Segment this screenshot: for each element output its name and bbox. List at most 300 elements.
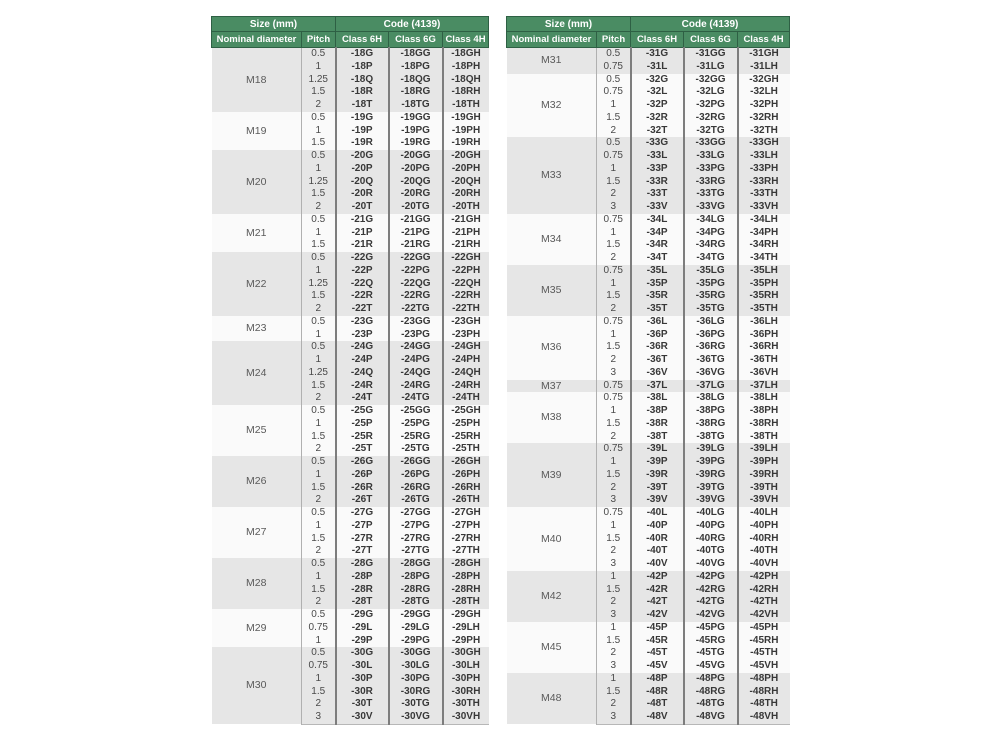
code-6g-cell: -29PG — [389, 635, 443, 648]
code-6g-cell: -24QG — [389, 367, 443, 380]
pitch-cell: 0.5 — [302, 48, 336, 61]
pitch-cell: 0.75 — [597, 214, 631, 227]
code-6h-cell: -33P — [631, 163, 684, 176]
code-4h-cell: -18TH — [443, 99, 489, 112]
code-6g-cell: -32LG — [684, 86, 738, 99]
code-6g-cell: -29GG — [389, 609, 443, 622]
pitch-cell: 1 — [597, 227, 631, 240]
pitch-cell: 1 — [302, 571, 336, 584]
code-6g-cell: -32PG — [684, 99, 738, 112]
code-4h-cell: -20TH — [443, 201, 489, 214]
code-6g-cell: -22PG — [389, 265, 443, 278]
code-6h-cell: -25P — [336, 418, 389, 431]
code-6h-cell: -20R — [336, 188, 389, 201]
code-6h-cell: -38P — [631, 405, 684, 418]
code-4h-cell: -35PH — [738, 278, 790, 291]
pitch-cell: 0.5 — [302, 558, 336, 571]
pitch-cell: 3 — [597, 367, 631, 380]
code-6g-cell: -32RG — [684, 112, 738, 125]
code-6g-cell: -22QG — [389, 278, 443, 291]
table-row — [507, 214, 790, 227]
code-6h-cell: -40R — [631, 533, 684, 546]
code-4h-cell: -29LH — [443, 622, 489, 635]
pitch-cell: 1 — [302, 265, 336, 278]
code-6h-cell: -34P — [631, 227, 684, 240]
code-6h-cell: -29L — [336, 622, 389, 635]
table-row — [212, 647, 489, 660]
diameter-cell: M48 — [507, 673, 597, 725]
code-6g-cell: -19GG — [389, 112, 443, 125]
code-4h-cell: -39TH — [738, 482, 790, 495]
code-6g-cell: -36LG — [684, 316, 738, 329]
code-4h-cell: -33VH — [738, 201, 790, 214]
diameter-cell: M42 — [507, 571, 597, 622]
code-4h-cell: -26GH — [443, 456, 489, 469]
code-6h-cell: -32P — [631, 99, 684, 112]
code-6h-cell: -32R — [631, 112, 684, 125]
code-6g-cell: -40PG — [684, 520, 738, 533]
pitch-cell: 1.5 — [597, 635, 631, 648]
code-6g-cell: -38PG — [684, 405, 738, 418]
code-6h-cell: -34R — [631, 239, 684, 252]
pitch-cell: 0.75 — [302, 622, 336, 635]
code-6h-cell: -30L — [336, 660, 389, 673]
pitch-cell: 1 — [597, 163, 631, 176]
diameter-cell: M31 — [507, 48, 597, 74]
code-6h-cell: -38T — [631, 431, 684, 444]
code-6g-cell: -36TG — [684, 354, 738, 367]
code-4h-cell: -19GH — [443, 112, 489, 125]
code-6g-cell: -18RG — [389, 86, 443, 99]
code-6g-cell: -20GG — [389, 150, 443, 163]
code-4h-cell: -25RH — [443, 431, 489, 444]
code-6g-cell: -22TG — [389, 303, 443, 316]
code-4h-cell: -20RH — [443, 188, 489, 201]
code-4h-cell: -39RH — [738, 469, 790, 482]
code-6h-cell: -19P — [336, 125, 389, 138]
code-6g-cell: -29LG — [389, 622, 443, 635]
code-4h-cell: -28PH — [443, 571, 489, 584]
table-row — [212, 112, 489, 125]
code-6h-cell: -33V — [631, 201, 684, 214]
code-6h-cell: -40T — [631, 545, 684, 558]
code-6g-cell: -34RG — [684, 239, 738, 252]
pitch-cell: 2 — [597, 647, 631, 660]
code-6h-cell: -18P — [336, 61, 389, 74]
code-6h-cell: -20P — [336, 163, 389, 176]
pitch-cell: 1 — [302, 469, 336, 482]
code-6h-cell: -26G — [336, 456, 389, 469]
code-6g-cell: -20TG — [389, 201, 443, 214]
code-6h-cell: -36P — [631, 329, 684, 342]
code-4h-cell: -33RH — [738, 176, 790, 189]
code-6h-cell: -25T — [336, 443, 389, 456]
code-6h-cell: -36V — [631, 367, 684, 380]
code-6g-cell: -28RG — [389, 584, 443, 597]
code-4h-cell: -39VH — [738, 494, 790, 507]
pitch-cell: 2 — [597, 252, 631, 265]
code-4h-cell: -27PH — [443, 520, 489, 533]
code-4h-cell: -34TH — [738, 252, 790, 265]
code-4h-cell: -24TH — [443, 392, 489, 405]
code-4h-cell: -36PH — [738, 329, 790, 342]
pitch-cell: 1.5 — [302, 86, 336, 99]
code-4h-cell: -48TH — [738, 698, 790, 711]
code-4h-cell: -45PH — [738, 622, 790, 635]
table-row — [507, 316, 790, 329]
pitch-cell: 1.5 — [302, 584, 336, 597]
code-4h-cell: -30TH — [443, 698, 489, 711]
diameter-cell: M27 — [212, 507, 302, 558]
pitch-cell: 1.5 — [597, 290, 631, 303]
table-row — [212, 316, 489, 329]
code-4h-cell: -31GH — [738, 48, 790, 61]
code-6g-cell: -22GG — [389, 252, 443, 265]
code-6g-cell: -38LG — [684, 392, 738, 405]
pitch-cell: 1.5 — [597, 176, 631, 189]
code-6g-cell: -22RG — [389, 290, 443, 303]
code-4h-cell: -39LH — [738, 443, 790, 456]
pitch-cell: 2 — [597, 125, 631, 138]
code-6h-cell: -42P — [631, 571, 684, 584]
code-6g-cell: -42RG — [684, 584, 738, 597]
code-4h-cell: -34PH — [738, 227, 790, 240]
code-6h-cell: -23G — [336, 316, 389, 329]
pitch-cell: 3 — [597, 660, 631, 673]
code-6h-cell: -27T — [336, 545, 389, 558]
code-6h-cell: -20T — [336, 201, 389, 214]
code-6g-cell: -28PG — [389, 571, 443, 584]
code-6h-cell: -22T — [336, 303, 389, 316]
code-group-header: Code (4139) — [631, 17, 790, 32]
table-row — [212, 214, 489, 227]
code-4h-cell: -22GH — [443, 252, 489, 265]
pitch-cell: 1 — [302, 227, 336, 240]
pitch-cell: 0.75 — [597, 150, 631, 163]
pitch-cell: 0.5 — [302, 405, 336, 418]
code-4h-cell: -25PH — [443, 418, 489, 431]
code-6h-cell: -37L — [631, 380, 684, 393]
code-4h-cell: -18GH — [443, 48, 489, 61]
pitch-cell: 1.5 — [302, 137, 336, 150]
code-6h-cell: -39R — [631, 469, 684, 482]
pitch-cell: 0.75 — [597, 61, 631, 74]
pitch-cell: 0.5 — [597, 74, 631, 87]
code-6g-cell: -33RG — [684, 176, 738, 189]
pitch-cell: 0.5 — [302, 150, 336, 163]
pitch-cell: 1.5 — [597, 418, 631, 431]
code-4h-cell: -18PH — [443, 61, 489, 74]
pitch-cell: 1.5 — [597, 239, 631, 252]
code-6h-cell: -36T — [631, 354, 684, 367]
code-4h-cell: -32GH — [738, 74, 790, 87]
code-4h-cell: -30PH — [443, 673, 489, 686]
pitch-cell: 2 — [597, 482, 631, 495]
code-6h-cell: -32L — [631, 86, 684, 99]
table-row — [507, 74, 790, 87]
code-4h-cell: -48VH — [738, 711, 790, 724]
pitch-cell: 1 — [597, 329, 631, 342]
diameter-cell: M24 — [212, 341, 302, 405]
pitch-cell: 3 — [597, 609, 631, 622]
col-header-nominal-diameter: Nominal diameter — [212, 32, 302, 48]
pitch-cell: 2 — [302, 494, 336, 507]
col-header-class-6h: Class 6H — [631, 32, 684, 48]
code-6g-cell: -24PG — [389, 354, 443, 367]
code-4h-cell: -22PH — [443, 265, 489, 278]
code-6g-cell: -39PG — [684, 456, 738, 469]
pitch-cell: 0.75 — [597, 316, 631, 329]
pitch-cell: 1 — [302, 520, 336, 533]
code-4h-cell: -18RH — [443, 86, 489, 99]
code-6g-cell: -48RG — [684, 686, 738, 699]
pitch-cell: 3 — [597, 558, 631, 571]
diameter-cell: M19 — [212, 112, 302, 150]
code-4h-cell: -19RH — [443, 137, 489, 150]
pitch-cell: 0.5 — [597, 137, 631, 150]
code-6h-cell: -26R — [336, 482, 389, 495]
pitch-cell: 1.5 — [597, 341, 631, 354]
code-6h-cell: -19G — [336, 112, 389, 125]
code-6h-cell: -34L — [631, 214, 684, 227]
code-6h-cell: -39V — [631, 494, 684, 507]
code-6h-cell: -48T — [631, 698, 684, 711]
code-6h-cell: -25G — [336, 405, 389, 418]
code-6g-cell: -24GG — [389, 341, 443, 354]
code-6g-cell: -39LG — [684, 443, 738, 456]
code-6g-cell: -21GG — [389, 214, 443, 227]
code-6h-cell: -30T — [336, 698, 389, 711]
code-6g-cell: -39VG — [684, 494, 738, 507]
code-4h-cell: -27TH — [443, 545, 489, 558]
code-6h-cell: -21R — [336, 239, 389, 252]
code-6g-cell: -19PG — [389, 125, 443, 138]
diameter-cell: M23 — [212, 316, 302, 342]
pitch-cell: 1 — [597, 622, 631, 635]
code-6g-cell: -30VG — [389, 711, 443, 724]
table-row — [212, 341, 489, 354]
col-header-class-4h: Class 4H — [443, 32, 489, 48]
thread-code-table-right — [506, 16, 790, 725]
code-6g-cell: -24RG — [389, 380, 443, 393]
code-4h-cell: -30VH — [443, 711, 489, 724]
thread-code-table-left — [211, 16, 489, 725]
pitch-cell: 0.5 — [302, 316, 336, 329]
code-6h-cell: -35T — [631, 303, 684, 316]
pitch-cell: 1.25 — [302, 74, 336, 87]
table-row — [507, 443, 790, 456]
code-4h-cell: -36LH — [738, 316, 790, 329]
pitch-cell: 2 — [597, 431, 631, 444]
code-4h-cell: -32LH — [738, 86, 790, 99]
code-6g-cell: -31GG — [684, 48, 738, 61]
code-4h-cell: -18QH — [443, 74, 489, 87]
code-4h-cell: -24QH — [443, 367, 489, 380]
code-6g-cell: -23PG — [389, 329, 443, 342]
code-4h-cell: -35RH — [738, 290, 790, 303]
pitch-cell: 1 — [597, 520, 631, 533]
pitch-cell: 2 — [597, 188, 631, 201]
code-4h-cell: -28TH — [443, 596, 489, 609]
code-6h-cell: -22R — [336, 290, 389, 303]
pitch-cell: 0.5 — [597, 48, 631, 61]
code-4h-cell: -22RH — [443, 290, 489, 303]
code-4h-cell: -45VH — [738, 660, 790, 673]
code-4h-cell: -40RH — [738, 533, 790, 546]
table-row — [507, 265, 790, 278]
code-6h-cell: -24G — [336, 341, 389, 354]
code-6h-cell: -26P — [336, 469, 389, 482]
code-6g-cell: -18QG — [389, 74, 443, 87]
pitch-cell: 2 — [597, 698, 631, 711]
pitch-cell: 0.5 — [302, 112, 336, 125]
code-4h-cell: -29PH — [443, 635, 489, 648]
pitch-cell: 1.5 — [597, 686, 631, 699]
code-4h-cell: -37LH — [738, 380, 790, 393]
code-6h-cell: -35P — [631, 278, 684, 291]
code-6g-cell: -25TG — [389, 443, 443, 456]
table-row — [212, 48, 489, 61]
code-6h-cell: -18T — [336, 99, 389, 112]
code-6g-cell: -39TG — [684, 482, 738, 495]
code-6g-cell: -28TG — [389, 596, 443, 609]
diameter-cell: M25 — [212, 405, 302, 456]
pitch-cell: 1.5 — [597, 469, 631, 482]
code-6g-cell: -40LG — [684, 507, 738, 520]
code-4h-cell: -26RH — [443, 482, 489, 495]
code-6h-cell: -28G — [336, 558, 389, 571]
code-6g-cell: -31LG — [684, 61, 738, 74]
code-6h-cell: -38L — [631, 392, 684, 405]
pitch-cell: 1 — [302, 673, 336, 686]
pitch-cell: 1.25 — [302, 176, 336, 189]
code-4h-cell: -42VH — [738, 609, 790, 622]
code-4h-cell: -45TH — [738, 647, 790, 660]
code-4h-cell: -36TH — [738, 354, 790, 367]
code-4h-cell: -42PH — [738, 571, 790, 584]
code-6h-cell: -36R — [631, 341, 684, 354]
code-4h-cell: -39PH — [738, 456, 790, 469]
code-4h-cell: -20QH — [443, 176, 489, 189]
table-row — [507, 673, 790, 686]
code-6g-cell: -30TG — [389, 698, 443, 711]
pitch-cell: 1.5 — [302, 380, 336, 393]
code-6h-cell: -34T — [631, 252, 684, 265]
code-4h-cell: -36RH — [738, 341, 790, 354]
code-4h-cell: -35TH — [738, 303, 790, 316]
diameter-cell: M29 — [212, 609, 302, 647]
pitch-cell: 2 — [302, 303, 336, 316]
code-6h-cell: -21P — [336, 227, 389, 240]
code-6g-cell: -18PG — [389, 61, 443, 74]
code-6h-cell: -48R — [631, 686, 684, 699]
code-4h-cell: -40LH — [738, 507, 790, 520]
code-4h-cell: -38TH — [738, 431, 790, 444]
diameter-cell: M18 — [212, 48, 302, 112]
pitch-cell: 1.25 — [302, 367, 336, 380]
code-6g-cell: -34PG — [684, 227, 738, 240]
code-6h-cell: -48P — [631, 673, 684, 686]
code-6g-cell: -25PG — [389, 418, 443, 431]
pitch-cell: 0.75 — [597, 380, 631, 393]
code-6g-cell: -38TG — [684, 431, 738, 444]
code-6g-cell: -37LG — [684, 380, 738, 393]
pitch-cell: 1.5 — [302, 482, 336, 495]
code-4h-cell: -25TH — [443, 443, 489, 456]
code-6g-cell: -21RG — [389, 239, 443, 252]
table-row — [507, 571, 790, 584]
col-header-class-4h: Class 4H — [738, 32, 790, 48]
code-4h-cell: -40PH — [738, 520, 790, 533]
code-6g-cell: -25RG — [389, 431, 443, 444]
pitch-cell: 2 — [597, 596, 631, 609]
pitch-cell: 1 — [302, 418, 336, 431]
pitch-cell: 1.5 — [302, 290, 336, 303]
code-6h-cell: -31G — [631, 48, 684, 61]
code-4h-cell: -24RH — [443, 380, 489, 393]
code-6g-cell: -33VG — [684, 201, 738, 214]
pitch-cell: 0.75 — [597, 86, 631, 99]
pitch-cell: 1 — [302, 329, 336, 342]
diameter-cell: M22 — [212, 252, 302, 316]
table-row — [212, 558, 489, 571]
code-4h-cell: -32TH — [738, 125, 790, 138]
code-6h-cell: -42V — [631, 609, 684, 622]
code-6g-cell: -42VG — [684, 609, 738, 622]
code-6g-cell: -26RG — [389, 482, 443, 495]
code-4h-cell: -20PH — [443, 163, 489, 176]
code-6h-cell: -29P — [336, 635, 389, 648]
code-6g-cell: -30PG — [389, 673, 443, 686]
code-6g-cell: -36PG — [684, 329, 738, 342]
diameter-cell: M26 — [212, 456, 302, 507]
code-6h-cell: -27G — [336, 507, 389, 520]
code-4h-cell: -26PH — [443, 469, 489, 482]
code-6g-cell: -34TG — [684, 252, 738, 265]
code-6g-cell: -25GG — [389, 405, 443, 418]
pitch-cell: 0.5 — [302, 647, 336, 660]
pitch-cell: 2 — [302, 99, 336, 112]
pitch-cell: 1.5 — [597, 112, 631, 125]
code-6h-cell: -39P — [631, 456, 684, 469]
code-4h-cell: -21GH — [443, 214, 489, 227]
code-6h-cell: -27R — [336, 533, 389, 546]
col-header-nominal-diameter: Nominal diameter — [507, 32, 597, 48]
code-6g-cell: -40RG — [684, 533, 738, 546]
table-row — [212, 507, 489, 520]
code-4h-cell: -33PH — [738, 163, 790, 176]
code-6h-cell: -30R — [336, 686, 389, 699]
pitch-cell: 2 — [302, 443, 336, 456]
code-6h-cell: -45R — [631, 635, 684, 648]
code-6g-cell: -40VG — [684, 558, 738, 571]
code-4h-cell: -34RH — [738, 239, 790, 252]
code-6h-cell: -42T — [631, 596, 684, 609]
code-6g-cell: -33LG — [684, 150, 738, 163]
code-6h-cell: -25R — [336, 431, 389, 444]
code-6g-cell: -35RG — [684, 290, 738, 303]
code-6g-cell: -23GG — [389, 316, 443, 329]
pitch-cell: 2 — [302, 698, 336, 711]
diameter-cell: M39 — [507, 443, 597, 507]
code-4h-cell: -26TH — [443, 494, 489, 507]
code-6h-cell: -20G — [336, 150, 389, 163]
pitch-cell: 1 — [597, 456, 631, 469]
pitch-cell: 0.5 — [302, 341, 336, 354]
table-row — [507, 380, 790, 393]
code-4h-cell: -48PH — [738, 673, 790, 686]
col-header-pitch: Pitch — [302, 32, 336, 48]
